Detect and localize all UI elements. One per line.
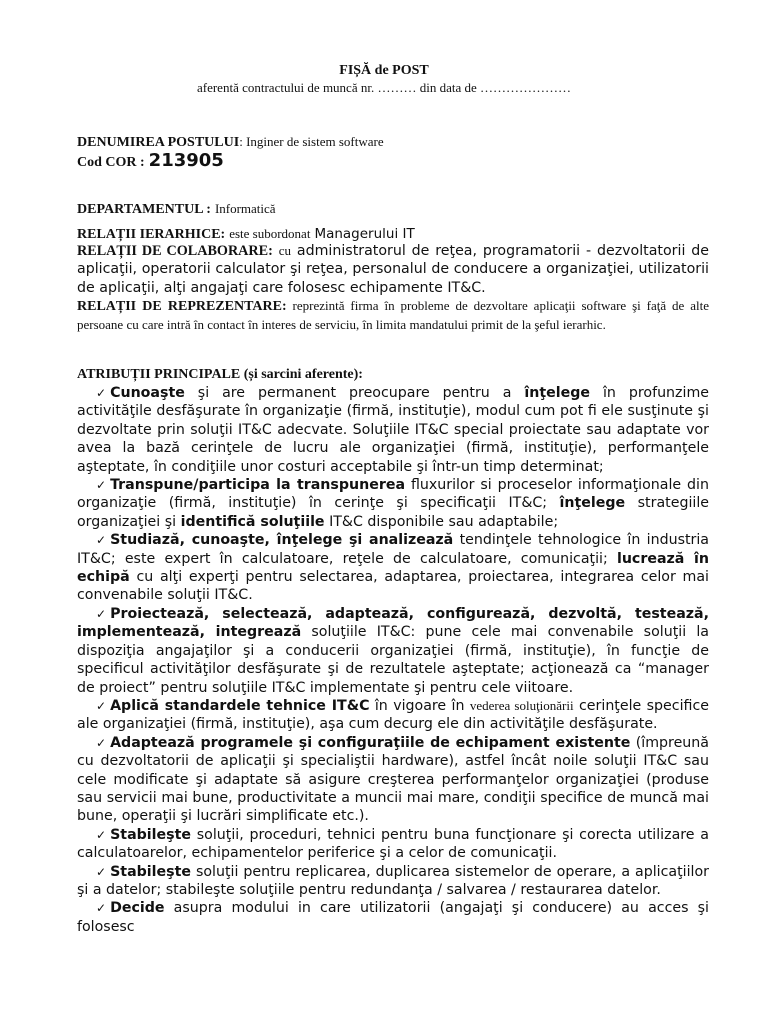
attribution-item: ✓ Adaptează programele şi configuraţiile de echipament existente (împreună cu dezvoltatorii de aplicaţii şi specialiştii hardware), astfel încât noile soluţii IT&C sau cele modificate şi adaptate să asigure creşterea performanţelor organizaţiei (produse sau servicii mai bune, productivitate a muncii mai mare, condiţii specifice de muncă mai bune, operaţii şi lucrări simplificate etc.). bbox=[77, 734, 709, 825]
check-icon: ✓ bbox=[96, 827, 107, 842]
representation-relations bbox=[77, 297, 709, 333]
check-icon: ✓ bbox=[96, 533, 107, 548]
attribution-item: ✓ Transpune/participa la transpunerea fluxurilor si proceselor informaţionale din organizaţie (firmă, instituţie) în cerinţe şi specificaţii IT&C; înţelege strategiile organizaţiei şi identifică soluţiile IT&C disponibile sau adaptabile; bbox=[77, 477, 710, 530]
post-name-value: : Inginer de sistem software bbox=[239, 134, 384, 149]
hierarchical-relations-value: este subordonat bbox=[229, 226, 311, 241]
cor-code-value: 213905 bbox=[148, 150, 224, 171]
attribution-item: ✓ Stabileşte soluţii pentru replicarea, duplicarea sistemelor de operare, a aplicaţiilor şi a datelor; stabileşte soluţiile pentru redundanţa / salvarea / restaurarea datelor. bbox=[77, 863, 709, 898]
collaboration-relations-prefix: cu bbox=[278, 243, 292, 258]
hierarchical-relations-line bbox=[77, 225, 415, 243]
department-line bbox=[77, 200, 276, 218]
check-icon: ✓ bbox=[96, 698, 107, 713]
post-name-line bbox=[77, 133, 384, 151]
attribution-item: ✓ Stabileşte soluţii, proceduri, tehnici pentru buna funcţionare şi corecta utilizare a calculatoarelor, echipamentelor periferice şi a celor de comunicaţii. bbox=[77, 826, 709, 862]
representation-relations-value: reprezintă firma în probleme de dezvoltare aplicaţii software şi faţă de alte persoane cu care intră în contact în interes de serviciu, în limita mandatului primit de la şeful ierarhic. bbox=[77, 298, 709, 332]
attributions-heading: ATRIBUȚII PRINCIPALE (și sarcini aferente): bbox=[77, 367, 363, 382]
attributions-list bbox=[77, 384, 709, 936]
check-icon: ✓ bbox=[96, 901, 107, 916]
check-icon: ✓ bbox=[96, 864, 107, 879]
check-icon: ✓ bbox=[96, 478, 107, 493]
representation-relations-label: RELAȚII DE REPREZENTARE: bbox=[77, 299, 287, 314]
check-icon: ✓ bbox=[96, 735, 107, 750]
document-subtitle: aferentă contractului de muncă nr. ……… din data de ………………… bbox=[196, 80, 571, 95]
department-value: Informatică bbox=[214, 201, 276, 216]
check-icon: ✓ bbox=[96, 386, 107, 400]
cor-code-label: Cod COR : bbox=[77, 155, 145, 170]
cor-code-line bbox=[77, 150, 224, 171]
attribution-item: ✓ Cunoaşte şi are permanent preocupare pentru a înţelege în profunzime activităţile desfăşurate în organizaţie (firmă, instituţie), modul cum pot fi ele susţinute şi dezvoltate prin soluţii IT&C adecvate. Soluţiile IT&C special proiectate sau adaptate vor avea la bază cerinţele de lucru ale organizaţiei (firmă, instituţie), performanţele aşteptate, în condiţiile unor costuri acceptabile şi într-un timp determinat; bbox=[77, 385, 709, 475]
collaboration-relations-value: administratorul de reţea, programatorii - dezvoltatorii de aplicaţii, operatorii calculator şi reţea, personalul de conducere a organizaţiei, utilizatorii de aplicaţii, alţi angajaţi care folosesc echipamente IT&C. bbox=[77, 243, 709, 296]
attribution-item: ✓ Proiectează, selectează, adaptează, configurează, dezvoltă, testează, implementează, integrează soluţiile IT&C: pune cele mai convenabile soluţii la dispoziţia angajaţilor şi a conducerii organizaţiei (firmă, instituţie), în funcţie de specificul activităţilor desfăşurate şi de rezultatele aşteptate; acţionează ca “manager de proiect” pentru soluţiile IT&C implementate şi pentru cele viitoare. bbox=[77, 605, 709, 696]
hierarchical-relations-label: RELAȚII IERARHICE: bbox=[77, 227, 226, 242]
collaboration-relations-label: RELAȚII DE COLABORARE: bbox=[77, 243, 273, 259]
department-label: DEPARTAMENTUL : bbox=[77, 202, 211, 217]
check-icon: ✓ bbox=[96, 606, 107, 621]
attribution-item: ✓ Decide asupra modului in care utilizatorii (angajaţi şi conducere) au acces şi folosesc bbox=[77, 900, 709, 935]
post-name-label: DENUMIREA POSTULUI bbox=[77, 135, 240, 150]
hierarchical-relations-manager: Managerului IT bbox=[314, 226, 415, 242]
attribution-item: ✓ Aplică standardele tehnice IT&C în vigoare în vederea soluţionării cerinţele specifice ale organizaţiei (firmă, instituţie), aşa cum decurg ele din activităţile desfăşurate. bbox=[77, 697, 709, 733]
attribution-item: ✓ Studiază, cunoaşte, înţelege şi analizează tendinţele tehnologice în industria IT&C; este expert în calculatoare, reţele de calculatoare, comunicaţii; lucrează în echipă cu alţi experţi pentru selectarea, adaptarea, proiectarea, integrarea celor mai convenabile soluţii IT&C. bbox=[77, 532, 709, 604]
document-title: FIȘĂ de POST bbox=[339, 63, 429, 78]
collaboration-relations bbox=[77, 242, 709, 297]
